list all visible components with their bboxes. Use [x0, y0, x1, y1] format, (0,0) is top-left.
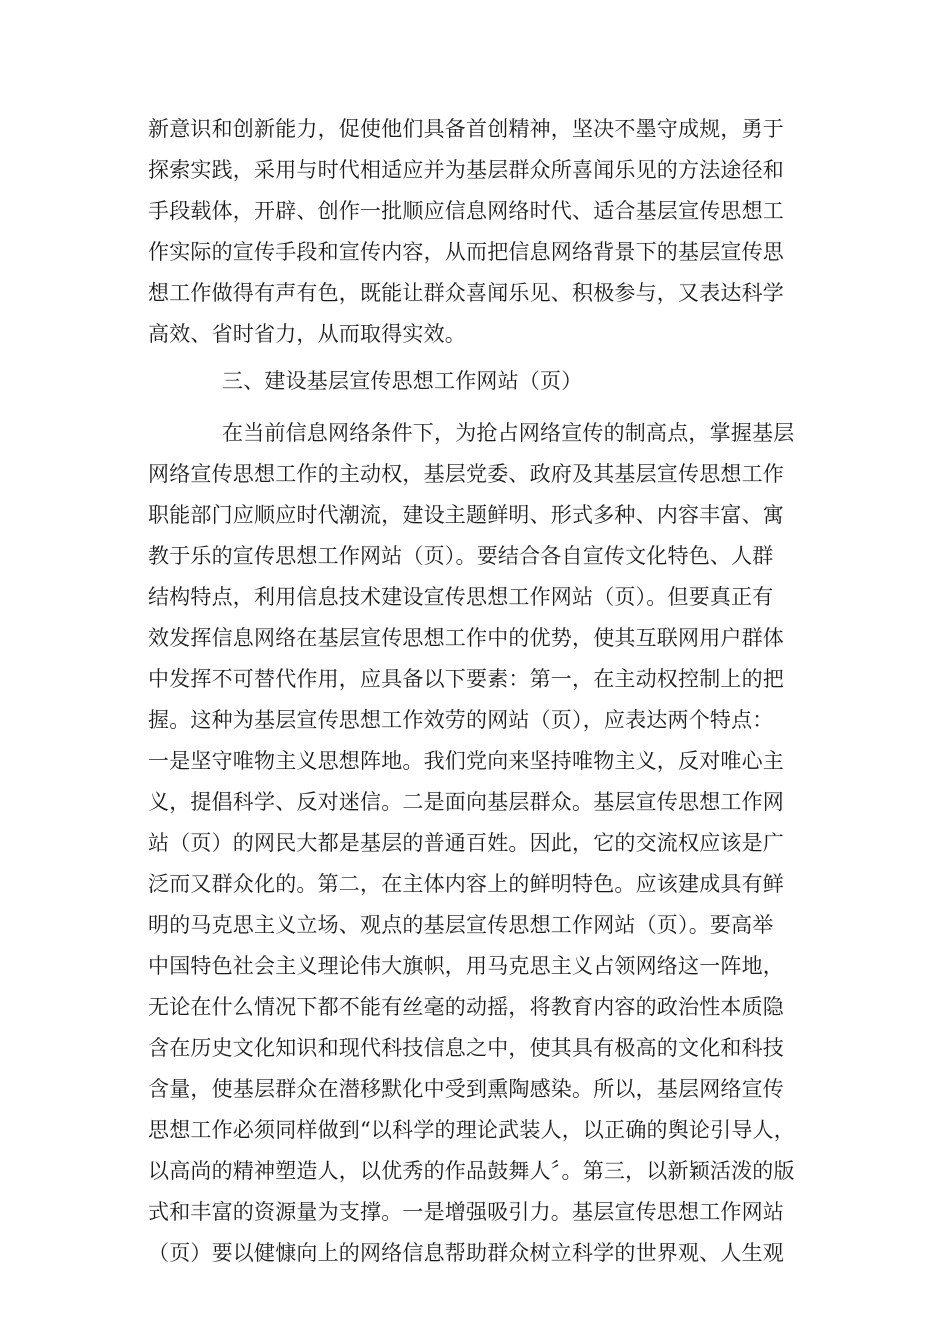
body-text-line: 无论在什么情况下都不能有丝毫的动摇，将教育内容的政治性本质隐 — [148, 995, 784, 1019]
body-text-line: 手段载体，开辟、创作一批顺应信息网络时代、适合基层宣传思想工 — [148, 199, 784, 223]
body-text-line: 中国特色社会主义理论伟大旗帜，用马克思主义占领网络这一阵地， — [148, 954, 784, 978]
body-text-line: 新意识和创新能力，促使他们具备首创精神，坚决不墨守成规，勇于 — [148, 117, 784, 141]
body-text-line: 网络宣传思想工作的主动权，基层党委、政府及其基层宣传思想工作 — [148, 462, 784, 486]
body-text-line: 泛而又群众化的。第二，在主体内容上的鲜明特色。应该建成具有鲜 — [148, 872, 784, 896]
body-text-line: 以高尚的精神塑造人，以优秀的作品鼓舞人〞。第三，以新颖活泼的版 — [148, 1159, 795, 1183]
body-text-line: 作实际的宣传手段和宣传内容，从而把信息网络背景下的基层宣传思 — [148, 240, 784, 264]
body-text-line: 教于乐的宣传思想工作网站（页）。要结合各自宣传文化特色、人群 — [148, 544, 774, 568]
body-text-line: 一是坚守唯物主义思想阵地。我们党向来坚持唯物主义，反对唯心主 — [148, 749, 784, 773]
section-heading: 三、建设基层宣传思想工作网站（页） — [222, 369, 583, 393]
body-text-line: 高效、省时省力，从而取得实效。 — [148, 322, 466, 346]
body-text-line: 探索实践，采用与时代相适应并为基层群众所喜闻乐见的方法途径和 — [148, 158, 784, 182]
body-text-line: 含在历史文化知识和现代科技信息之中，使其具有极高的文化和科技 — [148, 1036, 784, 1060]
body-text-line: 结构特点，利用信息技术建设宣传思想工作网站（页）。但要真正有 — [148, 585, 774, 609]
body-text-line: 在当前信息网络条件下，为抢占网络宣传的制高点，掌握基层 — [222, 421, 795, 445]
body-text-line: 思想工作必须同样做到“以科学的理论武装人，以正确的舆论引导人， — [148, 1118, 795, 1142]
body-text-line: 含量，使基层群众在潜移默化中受到熏陶感染。所以，基层网络宣传 — [148, 1077, 784, 1101]
body-text-line: （页）要以健慷向上的网络信息帮助群众树立科学的世界观、人生观 — [148, 1241, 784, 1265]
body-text-line: 握。这种为基层宣传思想工作效劳的网站（页），应表达两个特点： — [148, 708, 774, 732]
body-text-line: 中发挥不可替代作用，应具备以下要素：第一，在主动权控制上的把 — [148, 667, 784, 691]
body-text-line: 明的马克思主义立场、观点的基层宣传思想工作网站（页）。要高举 — [148, 913, 774, 937]
body-text-line: 式和丰富的资源量为支撑。一是增强吸引力。基层宣传思想工作网站 — [148, 1200, 784, 1224]
body-text-line: 义，提倡科学、反对迷信。二是面向基层群众。基层宣传思想工作网 — [148, 790, 784, 814]
body-text-line: 效发挥信息网络在基层宣传思想工作中的优势，使其互联网用户群体 — [148, 626, 784, 650]
body-text-line: 站（页）的网民大都是基层的普通百姓。因此，它的交流权应该是广 — [148, 831, 784, 855]
body-text-line: 职能部门应顺应时代潮流，建设主题鲜明、形式多种、内容丰富、寓 — [148, 503, 784, 527]
body-text-line: 想工作做得有声有色，既能让群众喜闻乐见、积极参与，又表达科学 — [148, 281, 784, 305]
